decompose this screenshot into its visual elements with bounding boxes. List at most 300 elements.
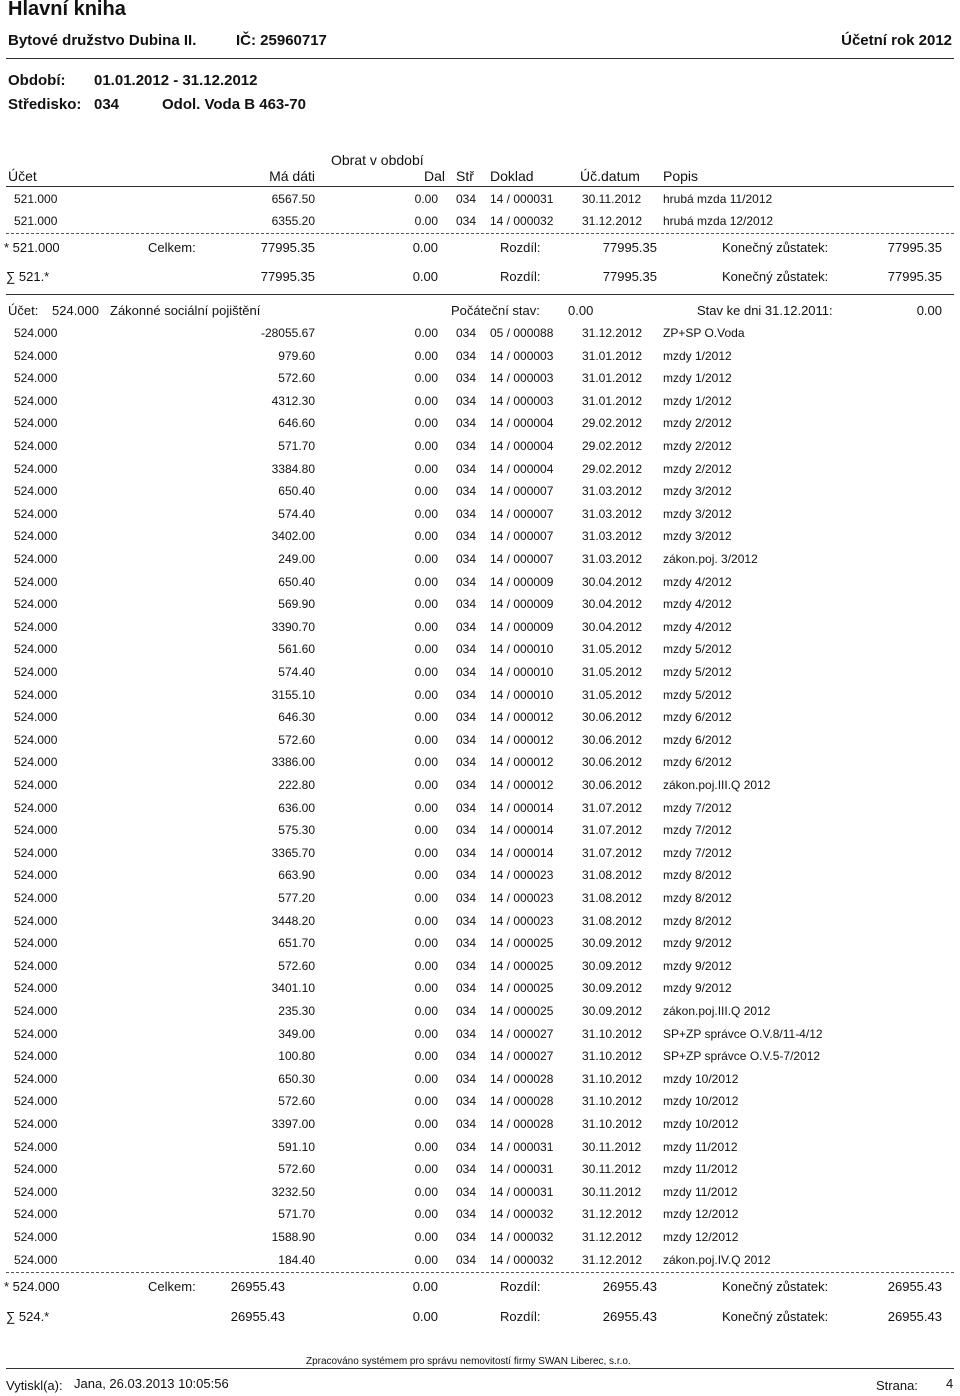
cell-str: 034 [456, 416, 477, 431]
cell-str: 034 [456, 461, 477, 476]
cell-datum: 30.06.2012 [582, 778, 643, 792]
cell-datum: 29.02.2012 [582, 416, 643, 431]
table-row [0, 706, 960, 728]
cell-popis: hrubá mzda 11/2012 [663, 192, 773, 206]
cell-str: 034 [456, 800, 477, 815]
table-row [0, 1023, 960, 1045]
cell-dal: 0.00 [414, 574, 438, 589]
cell-popis: mzdy 2/2012 [663, 439, 732, 453]
cell-ucet: 524.000 [14, 732, 58, 747]
cell-dal: 0.00 [414, 913, 438, 928]
cell-ucet: 524.000 [14, 439, 58, 453]
cell-ucet: 524.000 [14, 981, 58, 996]
cell-str: 034 [456, 936, 477, 951]
cell-str: 034 [456, 981, 477, 996]
cell-dal: 0.00 [414, 393, 438, 408]
account-name: Zákonné sociální pojištění [110, 303, 261, 318]
total-dal: 0.00 [412, 240, 438, 255]
cell-datum: 30.11.2012 [582, 1139, 642, 1154]
cell-popis: mzdy 10/2012 [663, 1094, 739, 1109]
final-balance-value: 77995.35 [887, 269, 942, 284]
cell-str: 034 [456, 214, 477, 228]
cell-ucet: 524.000 [14, 755, 58, 770]
cell-popis: mzdy 1/2012 [663, 348, 732, 363]
cell-popis: mzdy 1/2012 [663, 371, 732, 386]
cell-str: 034 [456, 1207, 477, 1222]
difference-value: 77995.35 [602, 269, 657, 284]
cell-datum: 31.01.2012 [582, 371, 643, 386]
col-dal: Dal [423, 168, 445, 184]
cell-str: 034 [456, 371, 477, 386]
cell-ma-dati: 979.60 [278, 348, 315, 363]
total-divider [6, 233, 954, 234]
cell-datum: 31.05.2012 [582, 642, 643, 657]
cell-dal: 0.00 [414, 755, 438, 770]
cell-str: 034 [456, 192, 477, 206]
cell-doklad: 14 / 000012 [490, 778, 554, 792]
cell-ma-dati: 572.60 [278, 1094, 315, 1109]
company-ic: IČ: 25960717 [236, 32, 327, 49]
difference-label: Rozdíl: [500, 1279, 541, 1294]
cell-ucet: 524.000 [14, 529, 58, 544]
cell-doklad: 14 / 000010 [490, 665, 554, 679]
cell-popis: mzdy 10/2012 [663, 1071, 739, 1086]
cell-doklad: 14 / 000032 [490, 1252, 554, 1267]
cell-doklad: 14 / 000009 [490, 619, 554, 634]
col-doklad: Doklad [490, 168, 534, 184]
cell-datum: 30.04.2012 [582, 597, 643, 612]
cell-dal: 0.00 [414, 1252, 438, 1267]
period-label: Období: [8, 72, 66, 89]
cell-popis: hrubá mzda 12/2012 [663, 214, 774, 228]
cell-dal: 0.00 [414, 416, 438, 431]
cell-dal: 0.00 [414, 348, 438, 363]
balance-date-value: 0.00 [916, 303, 942, 318]
cell-ma-dati: 222.80 [278, 778, 315, 792]
cell-ma-dati: 3402.00 [271, 529, 315, 544]
cell-popis: mzdy 5/2012 [663, 642, 732, 657]
cell-doklad: 14 / 000012 [490, 710, 554, 725]
cell-ma-dati: 349.00 [278, 1026, 315, 1041]
cell-ma-dati: 3232.50 [271, 1184, 315, 1199]
cell-ma-dati: 646.60 [278, 416, 315, 431]
cell-dal: 0.00 [414, 1049, 438, 1064]
cell-ma-dati: 577.20 [278, 891, 315, 905]
cell-datum: 31.05.2012 [582, 687, 643, 702]
cell-dal: 0.00 [414, 665, 438, 679]
cell-dal: 0.00 [414, 1004, 438, 1018]
table-row [0, 345, 960, 367]
cell-popis: zákon.poj.III.Q 2012 [663, 1004, 771, 1018]
cell-doklad: 14 / 000031 [490, 192, 554, 206]
account-label: Účet: [8, 303, 39, 318]
cell-popis: mzdy 9/2012 [663, 958, 732, 973]
cell-datum: 31.03.2012 [582, 552, 643, 566]
account-number: 524.000 [52, 303, 99, 318]
cell-popis: mzdy 4/2012 [663, 574, 732, 589]
cell-datum: 31.07.2012 [582, 823, 643, 838]
cell-str: 034 [456, 913, 477, 928]
difference-value: 26955.43 [602, 1309, 657, 1324]
cell-str: 034 [456, 642, 477, 657]
cell-str: 034 [456, 574, 477, 589]
cell-str: 034 [456, 778, 477, 792]
cell-str: 034 [456, 506, 477, 521]
cell-ucet: 524.000 [14, 778, 58, 792]
cell-ucet: 524.000 [14, 1026, 58, 1041]
cell-doklad: 14 / 000025 [490, 936, 554, 951]
cell-ma-dati: 184.40 [278, 1252, 315, 1267]
cell-str: 034 [456, 1071, 477, 1086]
cell-str: 034 [456, 868, 477, 883]
cell-ucet: 521.000 [14, 192, 58, 206]
cell-str: 034 [456, 665, 477, 679]
cell-ma-dati: 591.10 [278, 1139, 315, 1154]
cell-ucet: 524.000 [14, 416, 58, 431]
cell-ma-dati: 575.30 [278, 823, 315, 838]
cell-str: 034 [456, 687, 477, 702]
cell-ma-dati: -28055.67 [260, 326, 315, 340]
cell-ucet: 524.000 [14, 1162, 58, 1177]
table-row [0, 593, 960, 615]
cell-str: 034 [456, 732, 477, 747]
cell-str: 034 [456, 710, 477, 725]
cell-datum: 31.12.2012 [582, 326, 643, 340]
cell-str: 034 [456, 348, 477, 363]
cell-ucet: 524.000 [14, 552, 58, 566]
table-row [0, 1203, 960, 1225]
table-row [0, 1000, 960, 1022]
cell-str: 034 [456, 326, 477, 340]
cell-ma-dati: 3390.70 [271, 619, 315, 634]
cell-str: 034 [456, 958, 477, 973]
cell-dal: 0.00 [414, 981, 438, 996]
cell-popis: mzdy 8/2012 [663, 891, 732, 905]
cell-ucet: 524.000 [14, 506, 58, 521]
cell-ucet: 524.000 [14, 484, 58, 499]
cell-doklad: 14 / 000014 [490, 823, 554, 838]
cell-dal: 0.00 [414, 1071, 438, 1086]
cell-popis: mzdy 12/2012 [663, 1207, 739, 1222]
cell-str: 034 [456, 755, 477, 770]
columns-divider [6, 186, 954, 187]
cell-dal: 0.00 [414, 845, 438, 860]
total-ma-dati: 26955.43 [230, 1279, 285, 1294]
cell-doklad: 14 / 000012 [490, 755, 554, 770]
cell-doklad: 14 / 000014 [490, 800, 554, 815]
cell-dal: 0.00 [414, 461, 438, 476]
cell-dal: 0.00 [414, 823, 438, 838]
final-balance-label: Konečný zůstatek: [722, 269, 829, 284]
account-divider [6, 294, 954, 295]
center-code: 034 [94, 96, 120, 113]
cell-datum: 31.03.2012 [582, 529, 643, 544]
cell-str: 034 [456, 597, 477, 612]
cell-doklad: 14 / 000012 [490, 732, 554, 747]
account-total-row [0, 237, 960, 259]
cell-doklad: 14 / 000004 [490, 439, 554, 453]
cell-dal: 0.00 [414, 891, 438, 905]
cell-str: 034 [456, 891, 477, 905]
cell-popis: ZP+SP O.Voda [663, 326, 745, 340]
table-row [0, 367, 960, 389]
cell-datum: 30.09.2012 [582, 936, 643, 951]
group-ma-dati: 26955.43 [230, 1309, 285, 1324]
cell-doklad: 05 / 000088 [490, 326, 554, 340]
cell-ucet: 524.000 [14, 393, 58, 408]
cell-popis: mzdy 5/2012 [663, 665, 732, 679]
cell-doklad: 14 / 000025 [490, 958, 554, 973]
cell-datum: 31.01.2012 [582, 348, 643, 363]
total-account: * 524.000 [4, 1279, 60, 1294]
cell-datum: 30.11.2012 [582, 1162, 642, 1177]
cell-doklad: 14 / 000032 [490, 214, 554, 228]
cell-popis: mzdy 11/2012 [663, 1162, 738, 1177]
cell-dal: 0.00 [414, 552, 438, 566]
opening-balance-label: Počáteční stav: [451, 303, 540, 318]
cell-datum: 31.12.2012 [582, 1252, 643, 1267]
cell-dal: 0.00 [414, 1207, 438, 1222]
cell-datum: 31.01.2012 [582, 393, 643, 408]
cell-ucet: 524.000 [14, 348, 58, 363]
cell-ma-dati: 3397.00 [271, 1117, 315, 1131]
cell-datum: 31.05.2012 [582, 665, 643, 679]
cell-dal: 0.00 [414, 439, 438, 453]
cell-str: 034 [456, 1026, 477, 1041]
cell-doklad: 14 / 000003 [490, 371, 554, 386]
cell-ucet: 521.000 [14, 214, 58, 228]
cell-dal: 0.00 [414, 529, 438, 544]
table-row [0, 188, 960, 210]
cell-dal: 0.00 [414, 597, 438, 612]
cell-popis: zákon.poj.IV.Q 2012 [663, 1252, 771, 1267]
cell-doklad: 14 / 000025 [490, 981, 554, 996]
cell-dal: 0.00 [414, 1094, 438, 1109]
cell-doklad: 14 / 000010 [490, 687, 554, 702]
cell-datum: 30.04.2012 [582, 619, 643, 634]
cell-doklad: 14 / 000031 [490, 1184, 554, 1199]
cell-datum: 31.12.2012 [582, 214, 643, 228]
table-row [0, 1249, 960, 1271]
cell-ma-dati: 3448.20 [271, 913, 315, 928]
cell-popis: mzdy 2/2012 [663, 461, 732, 476]
cell-ucet: 524.000 [14, 665, 58, 679]
cell-dal: 0.00 [414, 214, 438, 228]
cell-ucet: 524.000 [14, 1139, 58, 1154]
report-title: Hlavní kniha [8, 0, 126, 20]
table-row [0, 1113, 960, 1135]
cell-popis: mzdy 7/2012 [663, 845, 732, 860]
cell-doklad: 14 / 000023 [490, 913, 554, 928]
cell-datum: 31.07.2012 [582, 845, 643, 860]
cell-ma-dati: 569.90 [278, 597, 315, 612]
group-account: ∑ 524.* [6, 1309, 50, 1324]
col-obrat: Obrat v období [331, 152, 424, 168]
cell-doklad: 14 / 000028 [490, 1094, 554, 1109]
total-label: Celkem: [148, 1279, 196, 1294]
cell-dal: 0.00 [414, 710, 438, 725]
printed-by-value: Jana, 26.03.2013 10:05:56 [74, 1376, 229, 1391]
table-row [0, 774, 960, 796]
cell-ma-dati: 571.70 [278, 439, 315, 453]
cell-ucet: 524.000 [14, 461, 58, 476]
table-row [0, 525, 960, 547]
cell-ma-dati: 1588.90 [271, 1230, 315, 1244]
cell-str: 034 [456, 1162, 477, 1177]
cell-datum: 30.09.2012 [582, 981, 643, 996]
cell-popis: mzdy 6/2012 [663, 755, 732, 770]
cell-datum: 31.10.2012 [582, 1071, 643, 1086]
cell-ma-dati: 561.60 [278, 642, 315, 657]
table-row [0, 797, 960, 819]
cell-ma-dati: 650.30 [278, 1071, 315, 1086]
cell-doklad: 14 / 000025 [490, 1004, 554, 1018]
table-row [0, 412, 960, 434]
table-row [0, 1068, 960, 1090]
cell-dal: 0.00 [414, 1117, 438, 1131]
fiscal-year: Účetní rok 2012 [841, 32, 952, 49]
final-balance-value: 26955.43 [887, 1309, 942, 1324]
cell-dal: 0.00 [414, 1184, 438, 1199]
cell-dal: 0.00 [414, 958, 438, 973]
cell-datum: 29.02.2012 [582, 439, 643, 453]
cell-doklad: 14 / 000014 [490, 845, 554, 860]
cell-doklad: 14 / 000009 [490, 574, 554, 589]
footer-processed: Zpracováno systémem pro správu nemovitostí firmy SWAN Liberec, s.r.o. [306, 1356, 631, 1367]
cell-ucet: 524.000 [14, 1184, 58, 1199]
final-balance-label: Konečný zůstatek: [722, 1279, 829, 1294]
table-row [0, 435, 960, 457]
cell-popis: SP+ZP správce O.V.8/11-4/12 [663, 1026, 823, 1041]
cell-ucet: 524.000 [14, 597, 58, 612]
group-dal: 0.00 [412, 269, 438, 284]
header-divider [6, 58, 954, 59]
table-row [0, 210, 960, 232]
table-row [0, 1045, 960, 1067]
cell-popis: mzdy 1/2012 [663, 393, 732, 408]
cell-ucet: 524.000 [14, 574, 58, 589]
table-row [0, 1136, 960, 1158]
cell-datum: 31.08.2012 [582, 891, 643, 905]
cell-dal: 0.00 [414, 1162, 438, 1177]
table-row [0, 571, 960, 593]
group-dal: 0.00 [412, 1309, 438, 1324]
page-label: Strana: [876, 1378, 918, 1393]
cell-ucet: 524.000 [14, 642, 58, 657]
cell-dal: 0.00 [414, 326, 438, 340]
cell-str: 034 [456, 1252, 477, 1267]
cell-dal: 0.00 [414, 868, 438, 883]
cell-ucet: 524.000 [14, 326, 58, 340]
cell-ucet: 524.000 [14, 1094, 58, 1109]
cell-datum: 31.08.2012 [582, 868, 643, 883]
cell-doklad: 14 / 000023 [490, 891, 554, 905]
cell-popis: mzdy 7/2012 [663, 800, 732, 815]
table-row [0, 751, 960, 773]
cell-doklad: 14 / 000004 [490, 461, 554, 476]
cell-ucet: 524.000 [14, 891, 58, 905]
cell-str: 034 [456, 1004, 477, 1018]
group-account: ∑ 521.* [6, 269, 50, 284]
cell-popis: mzdy 2/2012 [663, 416, 732, 431]
cell-popis: mzdy 3/2012 [663, 529, 732, 544]
cell-dal: 0.00 [414, 619, 438, 634]
cell-ucet: 524.000 [14, 687, 58, 702]
cell-ucet: 524.000 [14, 371, 58, 386]
col-str: Stř [456, 168, 474, 184]
table-row [0, 842, 960, 864]
account-total-row [0, 1276, 960, 1298]
difference-label: Rozdíl: [500, 240, 541, 255]
cell-datum: 30.11.2012 [582, 1184, 642, 1199]
cell-ma-dati: 3384.80 [271, 461, 315, 476]
cell-datum: 30.11.2012 [582, 192, 642, 206]
cell-dal: 0.00 [414, 642, 438, 657]
col-popis: Popis [663, 168, 699, 184]
table-row [0, 955, 960, 977]
cell-datum: 31.12.2012 [582, 1207, 643, 1222]
period-value: 01.01.2012 - 31.12.2012 [94, 72, 258, 89]
cell-str: 034 [456, 823, 477, 838]
cell-dal: 0.00 [414, 687, 438, 702]
footer-divider [6, 1368, 954, 1369]
cell-doklad: 14 / 000027 [490, 1049, 554, 1064]
col-ucet: Účet [8, 168, 37, 184]
final-balance-value: 26955.43 [887, 1279, 942, 1294]
table-row [0, 910, 960, 932]
cell-str: 034 [456, 393, 477, 408]
cell-ma-dati: 4312.30 [271, 393, 315, 408]
cell-ma-dati: 100.80 [278, 1049, 315, 1064]
table-row [0, 819, 960, 841]
table-row [0, 322, 960, 344]
cell-ma-dati: 572.60 [278, 958, 315, 973]
difference-label: Rozdíl: [500, 1309, 541, 1324]
cell-str: 034 [456, 1094, 477, 1109]
cell-popis: mzdy 11/2012 [663, 1184, 738, 1199]
cell-popis: mzdy 11/2012 [663, 1139, 738, 1154]
final-balance-label: Konečný zůstatek: [722, 240, 829, 255]
cell-dal: 0.00 [414, 936, 438, 951]
cell-ma-dati: 572.60 [278, 371, 315, 386]
cell-ucet: 524.000 [14, 710, 58, 725]
cell-doklad: 14 / 000007 [490, 484, 554, 499]
cell-doklad: 14 / 000027 [490, 1026, 554, 1041]
cell-ucet: 524.000 [14, 1049, 58, 1064]
table-row [0, 1158, 960, 1180]
cell-doklad: 14 / 000032 [490, 1230, 554, 1244]
cell-str: 034 [456, 529, 477, 544]
cell-popis: mzdy 8/2012 [663, 913, 732, 928]
cell-ucet: 524.000 [14, 913, 58, 928]
cell-ma-dati: 235.30 [278, 1004, 315, 1018]
cell-str: 034 [456, 1117, 477, 1131]
cell-ucet: 524.000 [14, 1230, 58, 1244]
cell-datum: 31.10.2012 [582, 1049, 643, 1064]
cell-str: 034 [456, 552, 477, 566]
cell-ma-dati: 572.60 [278, 732, 315, 747]
cell-popis: mzdy 3/2012 [663, 484, 732, 499]
cell-doklad: 14 / 000023 [490, 868, 554, 883]
cell-ma-dati: 574.40 [278, 506, 315, 521]
cell-doklad: 14 / 000003 [490, 348, 554, 363]
cell-ma-dati: 646.30 [278, 710, 315, 725]
cell-str: 034 [456, 619, 477, 634]
cell-datum: 31.10.2012 [582, 1117, 643, 1131]
cell-ma-dati: 3365.70 [271, 845, 315, 860]
cell-popis: mzdy 7/2012 [663, 823, 732, 838]
cell-ucet: 524.000 [14, 1252, 58, 1267]
